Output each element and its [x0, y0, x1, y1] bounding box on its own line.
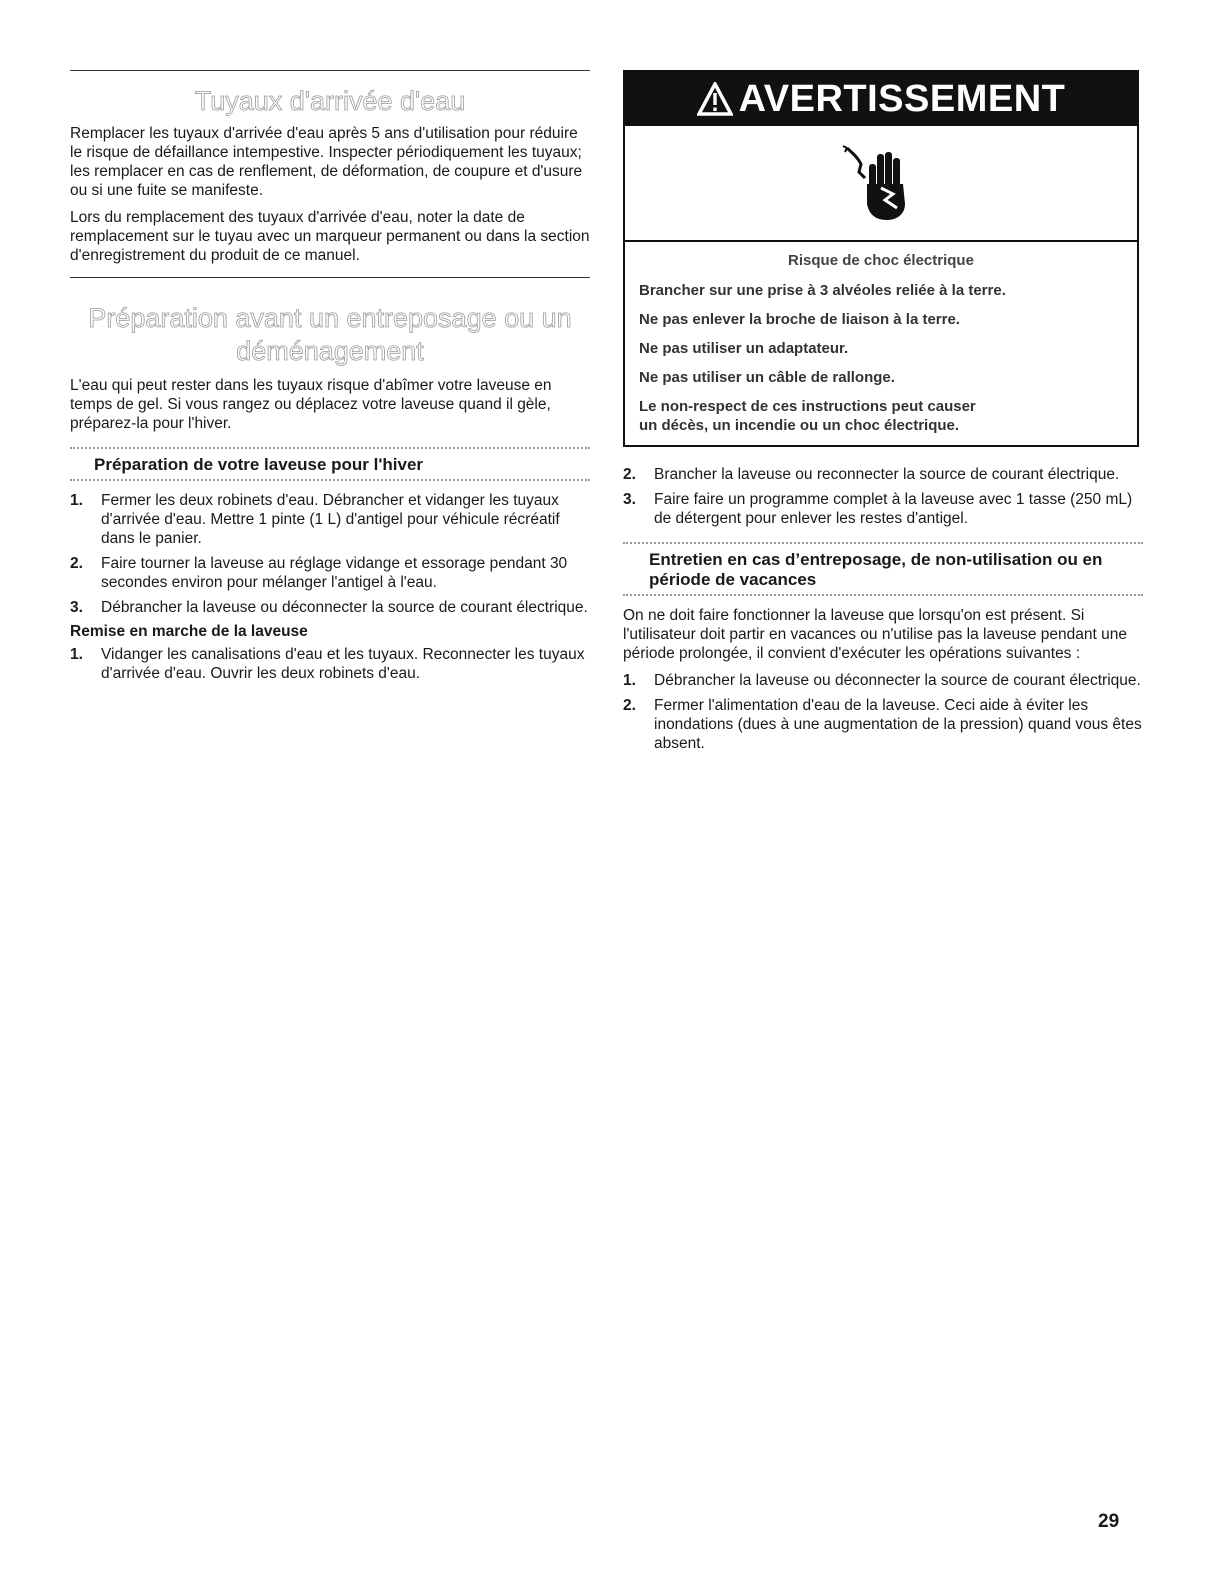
right-column [623, 70, 1143, 759]
warning-line: Brancher sur une prise à 3 alvéoles reliée à la terre. [639, 282, 1006, 299]
warning-triangle-icon [697, 82, 733, 116]
section-divider [70, 277, 590, 278]
warning-risk: Risque de choc électrique [788, 252, 974, 269]
list-item: 1. Débrancher la laveuse ou déconnecter la source de courant électrique. [623, 672, 1141, 689]
warning-box [623, 70, 1139, 447]
subheading-storage: Entretien en cas d’entreposage, de non-utilisation ou en période de vacances [649, 550, 1103, 589]
warning-line: Le non-respect de ces instructions peut causer un décès, un incendie ou un choc électrique. [639, 398, 976, 434]
warning-line: Ne pas utiliser un adaptateur. [639, 340, 849, 357]
restart-steps [70, 645, 590, 683]
list-item: 1. Vidanger les canalisations d'eau et les tuyaux. Reconnecter les tuyaux d'arrivée d'eau. Ouvrir les deux robinets d'eau. [70, 646, 585, 682]
electric-shock-hand-icon [841, 138, 921, 228]
page-number: 29 [1098, 1511, 1120, 1532]
paragraph: On ne doit faire fonctionner la laveuse que lorsqu'on est présent. Si l'utilisateur doit partir en vacances ou n'utilise pas la laveuse pendant une période prolongée, il convient d'exécuter les opérations suivantes : [623, 607, 1127, 662]
subheading-box [623, 542, 1143, 596]
paragraph: L'eau qui peut rester dans les tuyaux risque d'abîmer votre laveuse en temps de gel. Si vous rangez ou déplacez votre laveuse quand il gèle, préparez-la pour l'hiver. [70, 377, 552, 432]
left-column [70, 70, 590, 689]
vacation-steps [623, 671, 1143, 753]
list-item: 2. Faire tourner la laveuse au réglage vidange et essorage pendant 30 secondes environ pour mélanger l'antigel à l'eau. [70, 555, 568, 591]
warning-header [625, 72, 1137, 126]
list-item: 3. Débrancher la laveuse ou déconnecter la source de courant électrique. [70, 599, 588, 616]
section-title-hoses: Tuyaux d'arrivée d'eau [194, 86, 466, 116]
list-item: 2. Brancher la laveuse ou reconnecter la source de courant électrique. [623, 466, 1120, 483]
paragraph: Remplacer les tuyaux d'arrivée d'eau après 5 ans d'utilisation pour réduire le risque de défaillance intempestive. Inspecter périodiquement les tuyaux; les remplacer en cas de renflement, de déformation, de coupure et d'usure ou si une fuite se manifeste. [70, 125, 583, 199]
section-divider [70, 70, 590, 71]
section-title-storage: Préparation avant un entreposage ou un déménagement [88, 303, 572, 366]
reconnect-steps [623, 465, 1143, 528]
list-item: 3. Faire faire un programme complet à la laveuse avec 1 tasse (250 mL) de détergent pour enlever les restes d'antigel. [623, 491, 1133, 527]
warning-line: Ne pas utiliser un câble de rallonge. [639, 369, 895, 386]
shock-hazard-area [625, 126, 1137, 242]
warning-title: AVERTISSEMENT [738, 77, 1066, 120]
subheading-box [70, 447, 590, 481]
restart-heading: Remise en marche de la laveuse [70, 623, 308, 640]
warning-text [625, 242, 1137, 445]
list-item: 2. Fermer l'alimentation d'eau de la laveuse. Ceci aide à éviter les inondations (dues à une augmentation de la pression) quand vous êtes absent. [623, 697, 1142, 752]
winterize-steps [70, 491, 590, 617]
subheading-winterize: Préparation de votre laveuse pour l'hiver [94, 455, 424, 474]
paragraph: Lors du remplacement des tuyaux d'arrivée d'eau, noter la date de remplacement sur le tuyau avec un marqueur permanent ou dans la section d'enregistrement du produit de ce manuel. [70, 209, 590, 264]
list-item: 1. Fermer les deux robinets d'eau. Débrancher et vidanger les tuyaux d'arrivée d'eau. Mettre 1 pinte (1 L) d'antigel pour véhicule récréatif dans le panier. [70, 492, 560, 547]
warning-line: Ne pas enlever la broche de liaison à la terre. [639, 311, 960, 328]
